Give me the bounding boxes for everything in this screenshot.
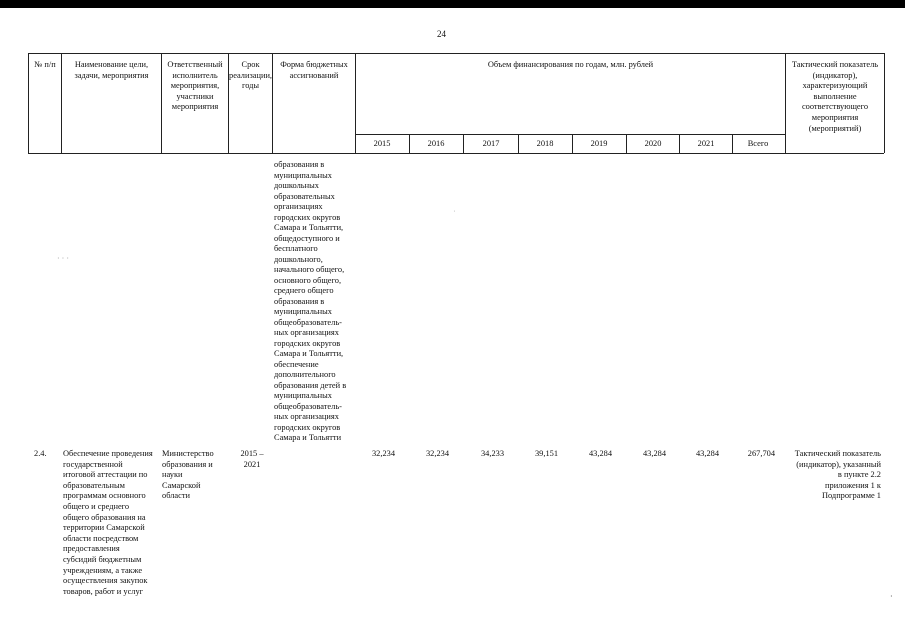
row-value-2020: 43,284 [642, 449, 666, 458]
header-year-2018: 2018 [536, 139, 554, 148]
header-col-form: Форма бюджетных ассигнований [280, 60, 348, 80]
continuation-form-text: образования в муниципальных дошкольных образовательных организациях городских округов Самара и Тольятти, общедоступного и бесплатного дошкольного, начального общего, основного общего, среднего общего образования в муниципальных общеобразователь- ных организациях городских округов Самара и Тольятти, обеспечение дополнительного образования детей в муниципальных общеобразователь- ных организациях городских округов Самара и Тольятти [274, 160, 347, 442]
header-year-2020: 2020 [644, 139, 662, 148]
row-number: 2.4. [34, 449, 47, 458]
row-responsible: Министерство образования и науки Самарской области [162, 449, 214, 501]
header-year-2021: 2021 [697, 139, 715, 148]
header-col-number: № п/п [34, 60, 56, 69]
page-top-border [0, 0, 905, 8]
header-year-2015: 2015 [373, 139, 391, 148]
row-value-2021: 43,284 [695, 449, 719, 458]
scan-speck: ˙ [453, 209, 456, 218]
page-number: 24 [437, 29, 446, 39]
header-col-volume: Объем финансирования по годам, млн. рублей [487, 60, 654, 69]
row-value-2018: 39,151 [534, 449, 558, 458]
header-year-total: Всего [747, 139, 769, 148]
header-year-2017: 2017 [482, 139, 500, 148]
header-year-2016: 2016 [427, 139, 445, 148]
header-col-indicator: Тактический показатель (индикатор), характеризующий выполнение соответствующего мероприятия (мероприятий) [791, 60, 879, 133]
header-col-name: Наименование цели, задачи, мероприятия [74, 60, 149, 80]
row-value-2015: 32,234 [371, 449, 395, 458]
header-year-2019: 2019 [590, 139, 608, 148]
header-col-responsible: Ответственный исполнитель мероприятия, участники мероприятия [167, 60, 223, 112]
row-name: Обеспечение проведения государственной итоговой аттестации по образовательным программам основного общего и среднего общего образования на территории Самарской области посредством предоставления субсидий бюджетным учреждениям, а также осуществления закупок товаров, работ и услуг [63, 449, 153, 596]
scan-speck: · [890, 592, 893, 601]
row-indicator: Тактический показатель (индикатор), указанный в пункте 2.2 приложения 1 к Подпрограмме 1 [794, 449, 881, 501]
row-period: 2015 – 2021 [240, 449, 264, 469]
row-value-total: 267,704 [747, 449, 775, 458]
scan-speck: · · · [57, 254, 69, 263]
row-value-2017: 34,233 [480, 449, 504, 458]
header-col-period: Срок реализации, годы [229, 60, 273, 91]
row-value-2016: 32,234 [425, 449, 449, 458]
row-value-2019: 43,284 [588, 449, 612, 458]
